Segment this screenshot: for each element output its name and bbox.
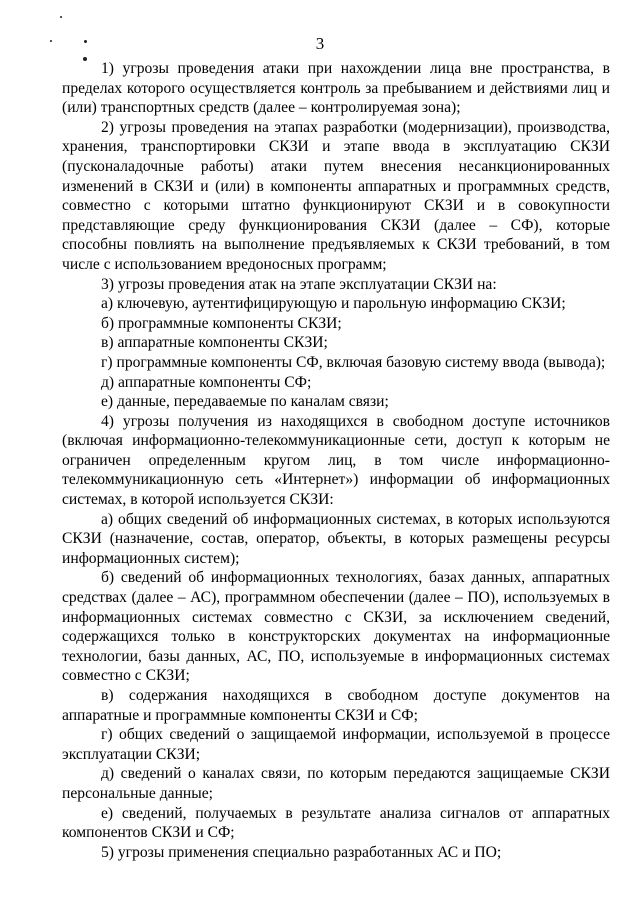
scan-speck [60,16,62,18]
list-item: г) общих сведений о защищаемой информации, используемой в процессе эксплуатации СКЗИ; [62,726,610,763]
list-item: б) сведений об информационных технологиях, базах данных, аппаратных средствах (далее – АС), программном обеспечении (далее – ПО), используемых в информационных системах совместно с СКЗИ, за исключением сведений, содержащихся только в конструкторских документах на информационные технологии, базы данных, АС, ПО, используемые в информационных системах совместно с СКЗИ; [62,569,610,685]
list-item: в) аппаратные компоненты СКЗИ; [101,334,328,352]
paragraph: 3) угрозы проведения атак на этапе эксплуатации СКЗИ на: [101,275,497,293]
list-item: в) содержания находящихся в свободном доступе документов на аппаратные и программные компоненты СКЗИ и СФ; [62,687,610,724]
paragraph: 1) угрозы проведения атаки при нахождении лица вне пространства, в пределах которого осуществляется контроль за пребыванием и действиями лиц и (или) транспортных средств (далее – контролируемая зона); [62,60,610,117]
page-number: 3 [315,34,325,53]
paragraph: 5) угрозы применения специально разработанных АС и ПО; [101,843,502,861]
list-item: е) сведений, получаемых в результате анализа сигналов от аппаратных компонентов СКЗИ и СФ; [62,804,610,842]
list-item: д) аппаратные компоненты СФ; [101,373,312,391]
list-item: д) сведений о каналах связи, по которым передаются защищаемые СКЗИ персональные данные; [62,765,610,802]
paragraph: 2) угрозы проведения на этапах разработки (модернизации), производства, хранения, транспортировки СКЗИ и этапе ввода в эксплуатацию СКЗИ (пусконаладочные работы) атаки путем внесения несанкционированных изменений в СКЗИ и (или) в компоненты аппаратных и программных средств, совместно с которыми штатно функционируют СКЗИ и в совокупности представляющие среду функционирования СКЗИ (далее – СФ), которые способны повлиять на выполнение предъявляемых к СКЗИ требований, в том числе с использованием вредоносных программ; [62,118,610,273]
list-item: г) программные компоненты СФ, включая базовую систему ввода (вывода); [101,353,606,371]
list-item: б) программные компоненты СКЗИ; [101,314,342,332]
list-item: а) общих сведений об информационных системах, в которых используются СКЗИ (назначение, состав, оператор, объекты, в которых размещены ресурсы информационных систем); [62,510,610,567]
document-body [62,59,610,862]
list-item: е) данные, передаваемые по каналам связи; [101,393,389,411]
list-item: а) ключевую, аутентифицирующую и парольную информацию СКЗИ; [101,295,566,313]
paragraph: 4) угрозы получения из находящихся в свободном доступе источников (включая информационно-телекоммуникационные сети, доступ к которым не ограничен определенным кругом лиц, в том числе информационно-телекоммуникационную сеть «Интернет») информации об информационных системах, в которой используется СКЗИ: [62,412,610,509]
